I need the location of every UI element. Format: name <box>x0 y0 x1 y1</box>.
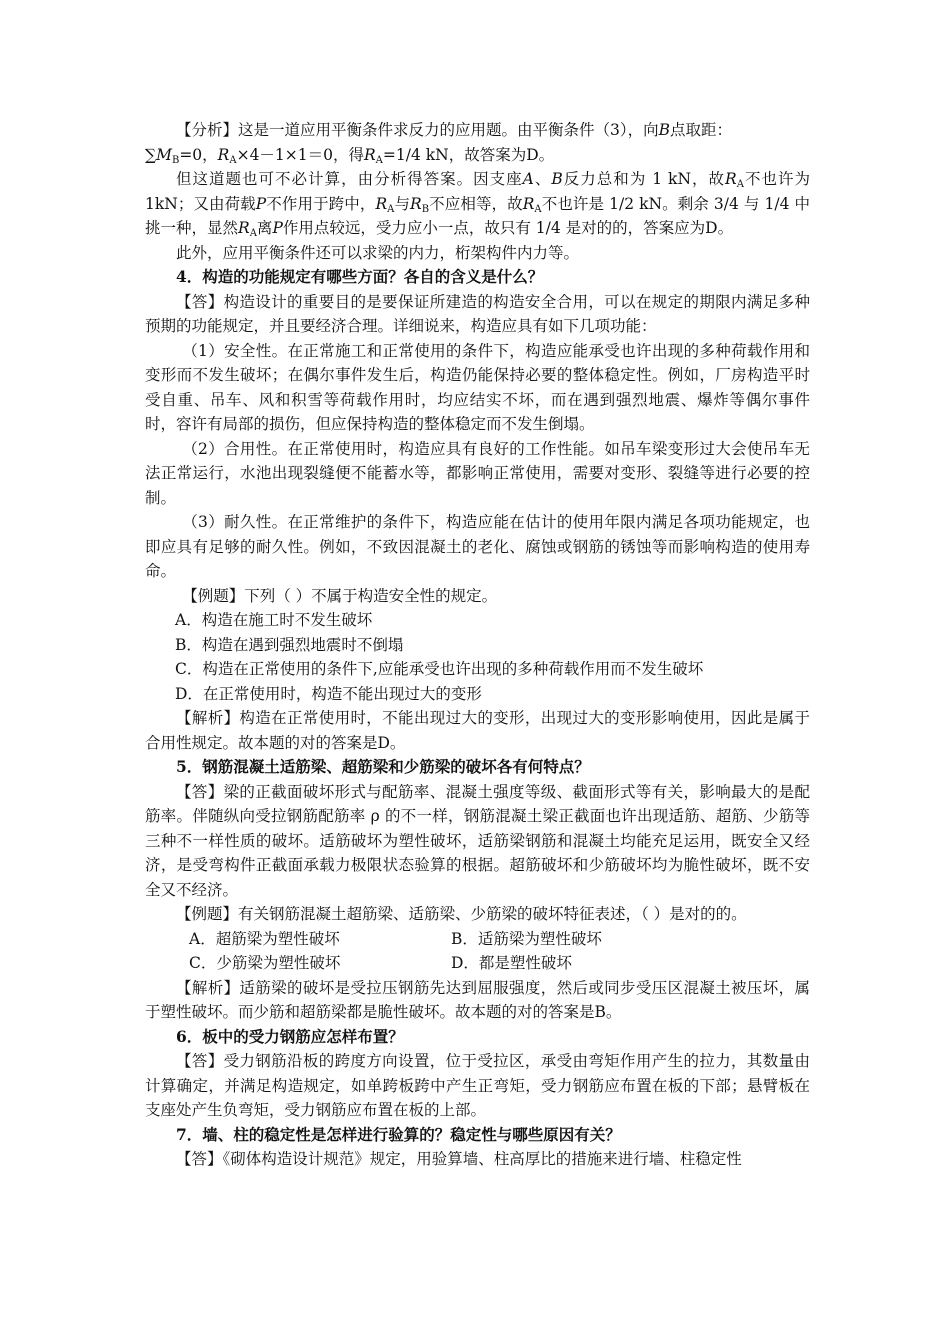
question-4-explanation: 【解析】构造在正常使用时，不能出现过大的变形，出现过大的变形影响使用，因此是属于合用性规定。故本题的对的答案是D。 <box>145 709 810 752</box>
question-5-heading: 5．钢筋混凝土适筋梁、超筋梁和少筋梁的破坏各有何特点？ <box>176 757 590 776</box>
question-4-heading: 4．构造的功能规定有哪些方面？各自的含义是什么？ <box>176 267 544 286</box>
question-7-answer: 【答】《砌体构造设计规范》规定，用验算墙、柱高厚比的措施来进行墙、柱稳定性 <box>176 1150 742 1168</box>
question-4-answer: 【答】构造设计的重要目的是要保证所建造的构造安全合用，可以在规定的期限内满足多种预期的功能规定，并且要经济合理。详细说来，构造应具有如下几项功能： <box>145 292 810 335</box>
extra-paragraph: 此外，应用平衡条件还可以求梁的内力，桁架构件内力等。 <box>176 243 580 262</box>
document-page <box>145 118 810 1172</box>
question-5-option-a: A．超筋梁为塑性破坏 <box>189 929 340 948</box>
question-5-options-row-1 <box>145 927 810 952</box>
question-4-option-a: A．构造在施工时不发生破坏 <box>175 611 373 629</box>
question-6-heading: 6．板中的受力钢筋应怎样布置？ <box>176 1026 404 1046</box>
question-5-option-c: C．少筋梁为塑性破坏 <box>189 954 341 972</box>
question-4-item-2: （2）合用性。在正常使用时，构造应具有良好的工作性能。如吊车梁变形过大会使吊车无法正常运行，水池出现裂缝便不能蓄水等，都影响正常使用，需要对变形、裂缝等进行必要的控制。 <box>145 439 810 507</box>
question-4-example: 【例题】下列（ ）不属于构造安全性的规定。 <box>182 586 498 605</box>
question-4-option-d: D．在正常使用时，构造不能出现过大的变形 <box>175 684 482 703</box>
analysis-paragraph-2: 但这道题也可不必计算，由分析得答案。因支座A、B反力总和为 1 kN，故$R_A$不也许为 1kN；又由荷载P不作用于跨中，$R_A$与$R_B$不应相等，故$R_A$不也许是 1/2 kN。剩余 3/4 与 1/4 中挑一种，显然$R_A$离P作用点较远，受力应小一点，故只有 1/4 是对的的，答案应为D。 <box>145 170 810 239</box>
analysis-paragraph-1: 【分析】这是一道应用平衡条件求反力的应用题。由平衡条件（3），向B点取距： $\sum M_B=0$，$R_A\times 4-1\times 1=0$，得$R_A=1/4$ kN，故答案为D。 <box>145 121 733 166</box>
question-7-heading: 7．墙、柱的稳定性是怎样进行验算的？稳定性与哪些原因有关？ <box>176 1124 621 1144</box>
question-5-answer: 【答】梁的正截面破坏形式与配筋率、混凝土强度等级、截面形式等有关，影响最大的是配筋率。伴随纵向受拉钢筋配筋率 ρ 的不一样，钢筋混凝土梁正截面也许出现适筋、超筋、少筋等三种不一样性质的破坏。适筋破坏为塑性破坏，适筋梁钢筋和混凝土均能充足运用，既安全又经济，是受弯构件正截面承载力极限状态验算的根据。超筋破坏和少筋破坏均为脆性破坏，既不安全又不经济。 <box>145 782 810 899</box>
question-4-item-3: （3）耐久性。在正常维护的条件下，构造应能在估计的使用年限内满足各项功能规定，也即应具有足够的耐久性。例如，不致因混凝土的老化、腐蚀或钢筋的锈蚀等而影响构造的使用寿命。 <box>145 513 810 580</box>
question-4-item-1: （1）安全性。在正常施工和正常使用的条件下，构造应能承受也许出现的多种荷载作用和变形而不发生破坏；在偶尔事件发生后，构造仍能保持必要的整体稳定性。例如，厂房构造平时受自重、吊车、风和积雪等荷载作用时，均应结实不坏，而在遇到强烈地震、爆炸等偶尔事件时，容许有局部的损伤，但应保持构造的整体稳定而不发生倒塌。 <box>145 341 810 433</box>
question-4-option-b: B．构造在遇到强烈地震时不倒塌 <box>175 635 404 654</box>
question-4-option-c: C．构造在正常使用的条件下,应能承受也许出现的多种荷载作用而不发生破坏 <box>175 660 704 678</box>
question-5-example: 【例题】有关钢筋混凝土超筋梁、适筋梁、少筋梁的破坏特征表述，（ ）是对的的。 <box>176 905 747 923</box>
question-5-options-row-2 <box>145 951 810 976</box>
question-6-answer: 【答】受力钢筋沿板的跨度方向设置，位于受拉区，承受由弯矩作用产生的拉力，其数量由计算确定，并满足构造规定，如单跨板跨中产生正弯矩，受力钢筋应布置在板的下部；悬臂板在支座处产生负弯矩，受力钢筋应布置在板的上部。 <box>145 1052 810 1119</box>
question-5-explanation: 【解析】适筋梁的破坏是受拉压钢筋先达到屈服强度，然后或同步受压区混凝土被压坏，属于塑性破坏。而少筋和超筋梁都是脆性破坏。故本题的对的答案是B。 <box>145 978 810 1021</box>
question-5-option-b: B．适筋梁为塑性破坏 <box>451 929 602 948</box>
question-5-option-d: D．都是塑性破坏 <box>451 954 572 972</box>
